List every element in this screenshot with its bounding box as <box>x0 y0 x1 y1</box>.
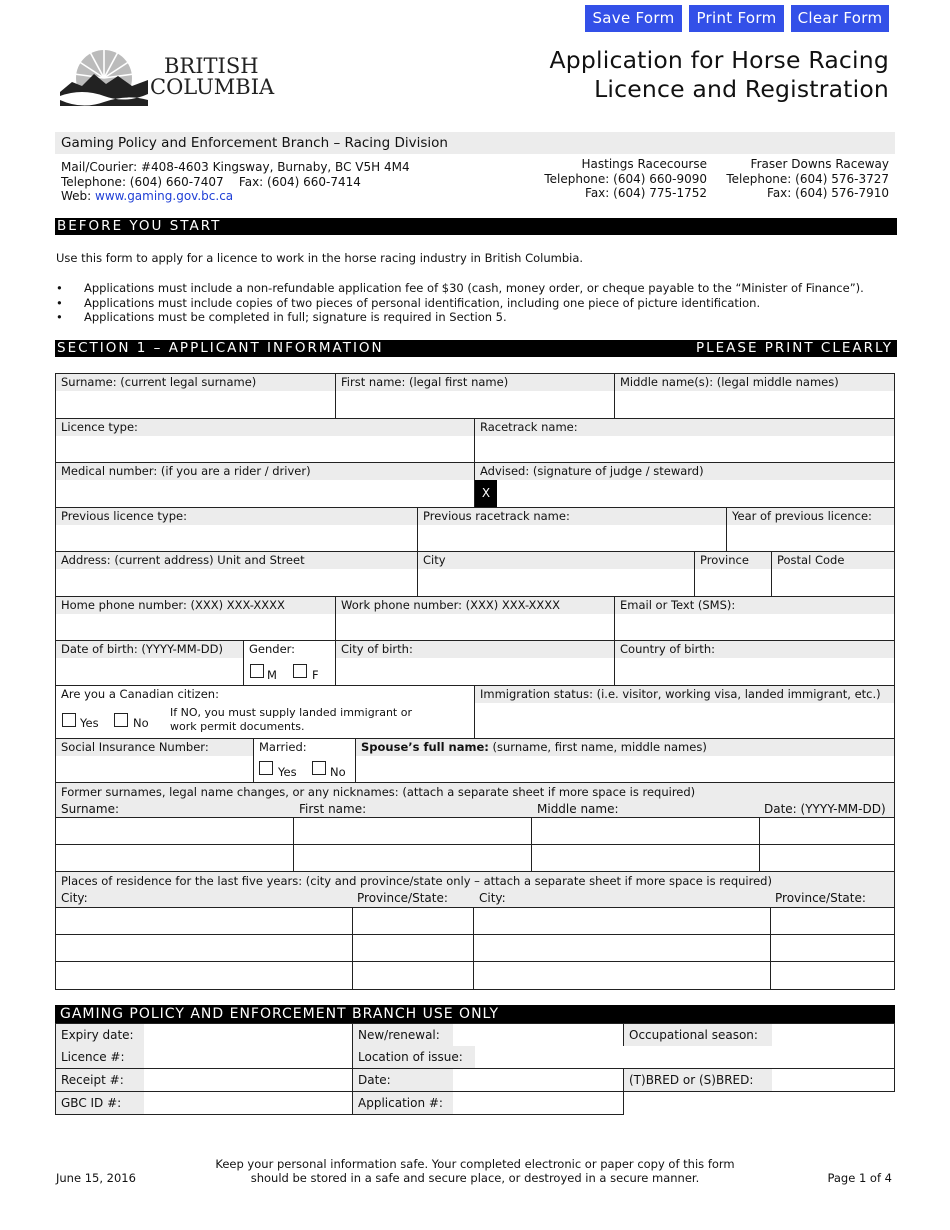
footer-notice <box>0 1157 950 1185</box>
home-phone-cell <box>56 597 336 641</box>
prev-racetrack-cell <box>418 508 727 552</box>
citizen-note-line1: If NO, you must supply landed immigrant or <box>170 706 412 719</box>
print-form-button[interactable]: Print Form <box>689 5 784 32</box>
citizen-no-checkbox[interactable] <box>114 713 128 727</box>
gender-m-checkbox[interactable] <box>250 664 264 678</box>
application-no-field[interactable] <box>453 1092 623 1114</box>
footer-notice-line2: should be stored in a safe and secure place, or destroyed in a secure manner. <box>250 1171 700 1185</box>
season-cell <box>624 1023 895 1046</box>
residence-col-province: Province/State: <box>357 891 448 905</box>
expiry-field[interactable] <box>144 1024 352 1046</box>
requirements-list <box>56 281 864 325</box>
date-cell <box>353 1069 624 1092</box>
sin-label: Social Insurance Number: <box>56 739 253 756</box>
logo-line2: COLUMBIA <box>150 75 275 99</box>
former-middle-field[interactable] <box>532 818 760 845</box>
dob-label: Date of birth: (YYYY-MM-DD) <box>56 641 243 658</box>
print-clearly-note: PLEASE PRINT CLEARLY <box>695 340 893 356</box>
logo-text <box>150 56 274 98</box>
email-cell <box>615 597 895 641</box>
application-no-cell <box>353 1092 624 1115</box>
city-of-birth-cell <box>336 641 615 686</box>
first-name-label: First name: (legal first name) <box>336 374 614 391</box>
list-item: • Applications must include a non-refundable application fee of $30 (cash, money order, or cheque payable to the “Minister of Finance”). <box>56 281 864 295</box>
tbred-cell <box>624 1069 895 1092</box>
address-label: Address: (current address) Unit and Street <box>56 552 417 569</box>
residence-province-field[interactable] <box>771 935 895 962</box>
intro-text: Use this form to apply for a licence to work in the horse racing industry in British Columbia. <box>56 251 584 265</box>
list-item: • Applications must be completed in full; signature is required in Section 5. <box>56 310 507 324</box>
hastings-phone: Telephone: (604) 660-9090 <box>544 171 707 186</box>
residence-city-field[interactable] <box>474 962 771 990</box>
citizen-note-line2: work permit documents. <box>170 720 305 733</box>
new-renewal-cell <box>353 1023 624 1046</box>
clear-form-button[interactable]: Clear Form <box>791 5 889 32</box>
married-no-checkbox[interactable] <box>312 761 326 775</box>
footer-notice-line1: Keep your personal information safe. Your completed electronic or paper copy of this form <box>215 1157 735 1171</box>
citizen-note <box>170 706 412 734</box>
city-field[interactable] <box>418 569 694 596</box>
former-col-middle: Middle name: <box>537 802 619 816</box>
residence-province-field[interactable] <box>771 962 895 990</box>
prev-year-cell <box>727 508 895 552</box>
spouse-label-rest: (surname, first name, middle names) <box>488 740 707 754</box>
sin-field[interactable] <box>56 756 253 782</box>
work-phone-label: Work phone number: (XXX) XXX-XXXX <box>336 597 614 614</box>
spouse-label <box>356 739 894 756</box>
residence-city-field[interactable] <box>56 935 353 962</box>
married-yes-checkbox[interactable] <box>259 761 273 775</box>
residence-province-field[interactable] <box>353 908 474 935</box>
mail-address: Mail/Courier: #408-4603 Kingsway, Burnaby, BC V5H 4M4 <box>61 160 410 174</box>
date-label: Date: <box>353 1069 453 1091</box>
receipt-cell <box>56 1069 353 1092</box>
citizen-no-label: No <box>133 716 149 730</box>
fraser-phone: Telephone: (604) 576-3727 <box>726 171 889 186</box>
province-cell <box>695 552 772 597</box>
residence-city-field[interactable] <box>56 962 353 990</box>
advised-signature-field[interactable] <box>497 480 894 507</box>
dob-field[interactable] <box>56 658 243 685</box>
list-item: • Applications must include copies of two pieces of personal identification, including one piece of picture identification. <box>56 295 761 310</box>
spouse-field[interactable] <box>356 756 894 782</box>
city-of-birth-label: City of birth: <box>336 641 614 658</box>
location-cell <box>353 1046 895 1069</box>
prev-racetrack-field[interactable] <box>418 525 726 551</box>
former-first-field[interactable] <box>294 845 532 872</box>
middle-name-cell <box>615 374 895 419</box>
prev-licence-type-label: Previous licence type: <box>56 508 417 525</box>
email-label: Email or Text (SMS): <box>615 597 894 614</box>
married-label: Married: <box>254 739 355 756</box>
citizen-yes-label: Yes <box>80 716 99 730</box>
city-label: City <box>418 552 694 569</box>
gender-label: Gender: <box>244 641 335 658</box>
former-names-header <box>56 783 895 818</box>
former-middle-field[interactable] <box>532 845 760 872</box>
former-surname-field[interactable] <box>56 818 294 845</box>
postal-code-cell <box>772 552 895 597</box>
receipt-label: Receipt #: <box>56 1069 144 1091</box>
save-form-button[interactable]: Save Form <box>585 5 682 32</box>
section1-title: SECTION 1 – APPLICANT INFORMATION <box>57 340 384 356</box>
surname-cell <box>56 374 336 419</box>
gender-f-label: F <box>312 668 319 682</box>
racetrack-cell <box>475 419 895 463</box>
country-of-birth-label: Country of birth: <box>615 641 894 658</box>
married-cell <box>254 739 356 783</box>
residence-province-field[interactable] <box>353 935 474 962</box>
residence-city-field[interactable] <box>474 935 771 962</box>
season-field[interactable] <box>772 1024 894 1046</box>
surname-label: Surname: (current legal surname) <box>56 374 335 391</box>
office-use-grid <box>55 1023 895 1115</box>
prev-licence-type-field[interactable] <box>56 525 417 551</box>
web-label: Web: <box>61 189 96 203</box>
web-link[interactable]: www.gaming.gov.bc.ca <box>95 189 234 203</box>
gender-f-checkbox[interactable] <box>293 664 307 678</box>
web-line <box>61 189 410 204</box>
immigration-label: Immigration status: (i.e. visitor, working visa, landed immigrant, etc.) <box>475 686 894 703</box>
country-of-birth-field[interactable] <box>615 658 894 685</box>
fraser-contact <box>726 157 889 201</box>
sin-cell <box>56 739 254 783</box>
expiry-cell <box>56 1023 353 1046</box>
title-line2: Licence and Registration <box>594 75 889 103</box>
fraser-name: Fraser Downs Raceway <box>750 157 889 171</box>
mail-contact <box>61 160 410 204</box>
country-of-birth-cell <box>615 641 895 686</box>
advised-cell <box>475 463 895 508</box>
gender-m-label: M <box>267 668 277 682</box>
branch-banner: Gaming Policy and Enforcement Branch – Racing Division <box>55 132 895 154</box>
middle-name-label: Middle name(s): (legal middle names) <box>615 374 894 391</box>
licence-type-cell <box>56 419 475 463</box>
expiry-label: Expiry date: <box>56 1024 144 1046</box>
prev-year-field[interactable] <box>727 525 894 551</box>
location-label: Location of issue: <box>353 1046 475 1068</box>
tbred-field[interactable] <box>772 1069 894 1091</box>
former-col-date: Date: (YYYY-MM-DD) <box>764 802 886 816</box>
canadian-citizen-label: Are you a Canadian citizen: <box>56 686 474 703</box>
former-col-surname: Surname: <box>61 802 120 816</box>
address-cell <box>56 552 418 597</box>
bc-logo-icon <box>60 44 148 106</box>
married-no-label: No <box>330 765 346 779</box>
spouse-cell <box>356 739 895 783</box>
immigration-field[interactable] <box>475 703 894 738</box>
gender-cell <box>244 641 336 686</box>
gbc-id-cell <box>56 1092 353 1115</box>
date-field[interactable] <box>453 1069 623 1091</box>
gbc-id-field[interactable] <box>144 1092 352 1114</box>
dob-cell <box>56 641 244 686</box>
application-no-label: Application #: <box>353 1092 453 1114</box>
licence-type-field[interactable] <box>56 436 474 462</box>
prev-racetrack-label: Previous racetrack name: <box>418 508 726 525</box>
canadian-citizen-cell <box>56 686 475 739</box>
former-names-label: Former surnames, legal name changes, or any nicknames: (attach a separate sheet if more space is required) <box>61 785 696 799</box>
married-yes-label: Yes <box>278 765 297 779</box>
office-use-heading: GAMING POLICY AND ENFORCEMENT BRANCH USE ONLY <box>55 1005 895 1023</box>
racetrack-label: Racetrack name: <box>475 419 894 436</box>
residence-city-field[interactable] <box>56 908 353 935</box>
surname-field[interactable] <box>56 391 335 418</box>
hastings-contact <box>544 157 707 201</box>
before-you-start-heading: BEFORE YOU START <box>55 218 897 235</box>
province-field[interactable] <box>695 569 771 596</box>
residence-province-field[interactable] <box>771 908 895 935</box>
former-date-field[interactable] <box>760 818 895 845</box>
season-label: Occupational season: <box>624 1024 772 1046</box>
postal-code-label: Postal Code <box>772 552 894 569</box>
gbc-id-label: GBC ID #: <box>56 1092 144 1114</box>
tbred-label: (T)BRED or (S)BRED: <box>624 1069 772 1091</box>
work-phone-field[interactable] <box>336 614 614 640</box>
address-field[interactable] <box>56 569 417 596</box>
fraser-fax: Fax: (604) 576-7910 <box>767 186 889 200</box>
spouse-label-bold: Spouse’s full name: <box>361 740 489 754</box>
residence-col-province2: Province/State: <box>775 891 866 905</box>
licence-no-label: Licence #: <box>56 1046 144 1068</box>
prev-year-label: Year of previous licence: <box>727 508 894 525</box>
racetrack-field[interactable] <box>475 436 894 462</box>
email-field[interactable] <box>615 614 894 640</box>
logo-line1: BRITISH <box>164 54 259 78</box>
city-cell <box>418 552 695 597</box>
postal-code-field[interactable] <box>772 569 894 596</box>
home-phone-label: Home phone number: (XXX) XXX-XXXX <box>56 597 335 614</box>
first-name-field[interactable] <box>336 391 614 418</box>
hastings-name: Hastings Racecourse <box>581 157 707 171</box>
new-renewal-label: New/renewal: <box>353 1024 453 1046</box>
residence-province-field[interactable] <box>353 962 474 990</box>
middle-name-field[interactable] <box>615 391 894 418</box>
footer-date: June 15, 2016 <box>56 1171 136 1185</box>
new-renewal-field[interactable] <box>453 1024 623 1046</box>
applicant-info-grid <box>55 373 895 990</box>
form-title <box>549 46 889 104</box>
licence-no-cell <box>56 1046 353 1069</box>
former-surname-field[interactable] <box>56 845 294 872</box>
home-phone-field[interactable] <box>56 614 335 640</box>
phone-fax: Telephone: (604) 660-7407 Fax: (604) 660-7414 <box>61 174 361 189</box>
licence-type-label: Licence type: <box>56 419 474 436</box>
footer-page-number: Page 1 of 4 <box>827 1171 892 1185</box>
city-of-birth-field[interactable] <box>336 658 614 685</box>
residence-col-city2: City: <box>479 891 506 905</box>
receipt-field[interactable] <box>144 1069 352 1091</box>
former-col-first: First name: <box>299 802 367 816</box>
medical-number-field[interactable] <box>56 480 474 507</box>
residence-col-city: City: <box>61 891 88 905</box>
citizen-yes-checkbox[interactable] <box>62 713 76 727</box>
residence-city-field[interactable] <box>474 908 771 935</box>
title-line1: Application for Horse Racing <box>549 46 889 74</box>
province-label: Province <box>695 552 771 569</box>
work-phone-cell <box>336 597 615 641</box>
prev-licence-type-cell <box>56 508 418 552</box>
signature-mark: X <box>475 480 497 507</box>
location-field[interactable] <box>475 1046 894 1068</box>
licence-no-field[interactable] <box>144 1046 352 1068</box>
former-date-field[interactable] <box>760 845 895 872</box>
former-first-field[interactable] <box>294 818 532 845</box>
immigration-cell <box>475 686 895 739</box>
section1-heading <box>55 340 897 357</box>
advised-label: Advised: (signature of judge / steward) <box>475 463 894 480</box>
residence-header <box>56 872 895 908</box>
hastings-fax: Fax: (604) 775-1752 <box>585 186 707 200</box>
medical-number-cell <box>56 463 475 508</box>
medical-number-label: Medical number: (if you are a rider / driver) <box>56 463 474 480</box>
first-name-cell <box>336 374 615 419</box>
residence-label: Places of residence for the last five years: (city and province/state only – attach a separate sheet if more space is required) <box>61 874 772 888</box>
